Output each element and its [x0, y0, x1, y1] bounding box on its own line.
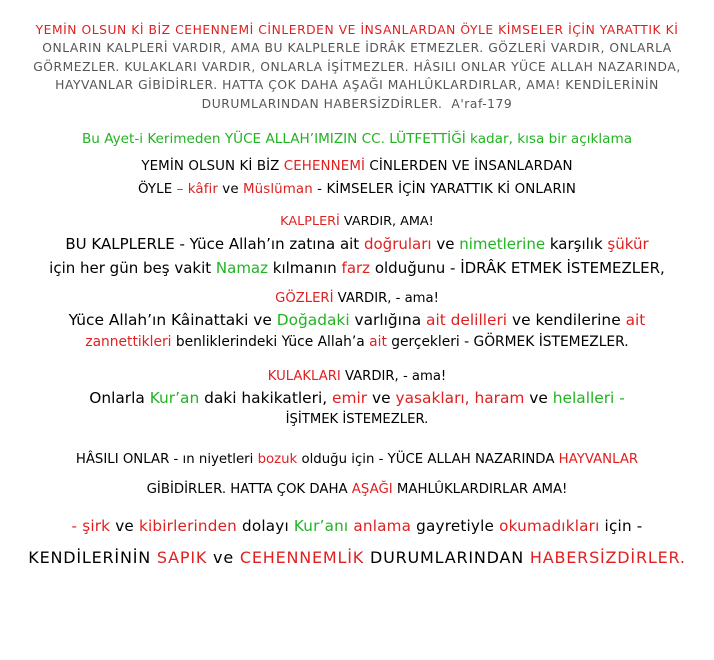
p1-line-1	[6, 155, 708, 178]
p3-l2-c: varlığına	[349, 311, 427, 330]
p2-l2-c: doğruları	[363, 235, 432, 254]
p3-l2-e: ve kendilerine	[507, 311, 626, 330]
verse-line-2: ONLARIN KALPLERİ VARDIR, AMA BU KALPLERLE İDRÂK ETMEZLER. GÖZLERİ VARDIR, ONLARLA	[42, 41, 672, 56]
p3-line-3	[6, 331, 708, 353]
p4-l1-a: KULAKLARI	[267, 369, 341, 385]
p1-l1-b: CEHENNEMİ	[283, 159, 366, 175]
intro-line: Bu Ayet-i Kerimeden YÜCE ALLAH’IMIZIN CC. LÜTFETTİĞİ kadar, kısa bir açıklama	[81, 131, 633, 148]
p2-l1-a: KALPLERİ	[280, 214, 340, 230]
paragraph-3	[6, 289, 708, 353]
paragraph-6	[6, 512, 708, 574]
p1-l2-a: ÖYLE	[137, 182, 177, 198]
p3-l3-d: gerçekleri - GÖRMEK İSTEMEZLER.	[386, 334, 629, 351]
verse-line-4: HAYVANLAR GİBİDİRLER. HATTA ÇOK DAHA AŞAĞI MAHLÛKLARDIRLAR, AMA! KENDİLERİNİN	[55, 78, 659, 93]
p6-l1-j: için -	[599, 517, 643, 536]
p1-line-2	[6, 178, 708, 201]
verse-line-3: GÖRMEZLER. KULAKLARI VARDIR, ONLARLA İŞİTMEZLER. HÂSILI ONLAR YÜCE ALLAH NAZARINDA,	[33, 59, 681, 74]
p1-l2-c: ve	[217, 182, 244, 198]
p3-l2-a: Yüce Allah’ın Kâinattaki ve	[68, 311, 277, 330]
verse-line-5	[6, 95, 708, 113]
p5-l1-d: HAYVANLAR	[558, 452, 639, 468]
p1-l2-b: – kâfir	[176, 182, 218, 198]
p3-l3-b: benliklerindeki Yüce Allah’a	[171, 334, 370, 351]
p1-l2-d: Müslüman	[243, 182, 313, 198]
verse-line-1: YEMİN OLSUN Kİ BİZ CEHENNEMİ CİNLERDEN VE İNSANLARDAN ÖYLE KİMSELER İÇİN YARATTIK Kİ	[35, 23, 679, 37]
p5-l1-c: olduğu için - YÜCE ALLAH NAZARINDA	[297, 452, 559, 468]
p6-l2-f: HABERSİZDİRLER.	[529, 548, 686, 568]
p4-l2-d: emir	[332, 389, 368, 408]
p2-line-1	[6, 212, 708, 232]
p6-l1-h: gayretiyle	[411, 517, 500, 536]
p2-l2-b: - Yüce Allah’ın zatına ait	[174, 235, 364, 254]
p6-l1-a: - şirk	[71, 517, 111, 536]
p6-l2-c: ve	[207, 548, 240, 568]
p6-l2-d: CEHENNEMLİK	[239, 548, 365, 568]
p4-line-1	[6, 367, 708, 387]
p4-line-3	[6, 409, 708, 431]
p2-line-2	[6, 232, 708, 256]
p3-l3-a: zannettikleri	[85, 334, 172, 351]
p5-l1-a: HÂSILI ONLAR - ın niyetleri	[75, 452, 258, 468]
p2-l2-g: şükür	[607, 235, 649, 254]
p6-line-1	[6, 512, 708, 541]
p2-l2-e: nimetlerine	[459, 235, 546, 254]
p3-line-1	[6, 289, 708, 309]
p6-l1-c: kibirlerinden	[138, 517, 237, 536]
p6-l2-e: DURUMLARINDAN	[364, 548, 530, 568]
p2-l2-f: karşılık	[545, 235, 608, 254]
p5-l2-b: AŞAĞI	[351, 482, 393, 498]
p2-l3-c: kılmanın	[268, 259, 342, 278]
paragraph-4	[6, 367, 708, 431]
p6-l1-b: ve	[110, 517, 139, 536]
p1-l1-a: YEMİN OLSUN Kİ BİZ	[141, 159, 284, 175]
p4-l2-h: helalleri -	[552, 389, 625, 408]
p5-l2-c: MAHLÛKLARDIRLAR AMA!	[392, 482, 568, 498]
p5-line-1	[6, 445, 708, 475]
p4-l3-a: İŞİTMEK İSTEMEZLER.	[285, 412, 429, 428]
p2-l3-b: Namaz	[215, 259, 268, 278]
p6-line-2	[6, 541, 708, 574]
p4-l2-a: Onlarla	[89, 389, 150, 408]
p5-l1-b: bozuk	[257, 452, 298, 468]
p4-l1-b: VARDIR, - ama!	[340, 369, 447, 385]
verse-quote	[6, 0, 708, 113]
paragraph-2	[6, 212, 708, 280]
p4-l2-g: ve	[524, 389, 553, 408]
p5-line-2	[6, 475, 708, 505]
p2-l3-e: olduğunu - İDRÂK ETMEK İSTEMEZLER,	[370, 259, 665, 278]
p6-l1-g: anlama	[353, 517, 412, 536]
p2-l3-d: farz	[341, 259, 371, 278]
p3-line-2	[6, 309, 708, 331]
p2-l2-d: ve	[431, 235, 460, 254]
p4-l2-f: yasakları, haram	[395, 389, 525, 408]
p3-l3-c: ait	[369, 334, 387, 351]
p2-l3-a: için her gün beş vakit	[49, 259, 216, 278]
p4-line-2	[6, 387, 708, 409]
p1-l2-e: - KİMSELER İÇİN YARATTIK Kİ ONLARIN	[312, 182, 577, 198]
p4-l2-b: Kur’an	[149, 389, 200, 408]
p2-l1-b: VARDIR, AMA!	[339, 214, 434, 230]
p2-l2-a: BU KALPLERLE	[65, 235, 175, 254]
p5-l2-a: GİBİDİRLER. HATTA ÇOK DAHA	[146, 482, 352, 498]
p6-l1-e: Kur’anı	[293, 517, 349, 536]
p6-l1-d: dolayı	[236, 517, 294, 536]
p3-l2-f: ait	[625, 311, 646, 330]
p2-line-3	[6, 256, 708, 280]
paragraph-5	[6, 445, 708, 505]
p4-l2-c: daki hakikatleri,	[199, 389, 333, 408]
verse-reference: A'raf-179	[451, 96, 513, 111]
p4-l2-e: ve	[367, 389, 396, 408]
p6-l2-a: KENDİLERİNİN	[28, 548, 157, 568]
p3-l1-b: VARDIR, - ama!	[333, 291, 439, 307]
p6-l1-i: okumadıkları	[499, 517, 600, 536]
p3-l1-a: GÖZLERİ	[275, 291, 334, 307]
verse-line-5-text: DURUMLARINDAN HABERSİZDİRLER.	[201, 96, 443, 111]
p3-l2-d: ait delilleri	[426, 311, 508, 330]
p1-l1-c: CİNLERDEN VE İNSANLARDAN	[365, 159, 573, 175]
p3-l2-b: Doğadaki	[276, 311, 350, 330]
paragraph-1	[6, 155, 708, 201]
p6-l2-b: SAPIK	[156, 548, 208, 568]
